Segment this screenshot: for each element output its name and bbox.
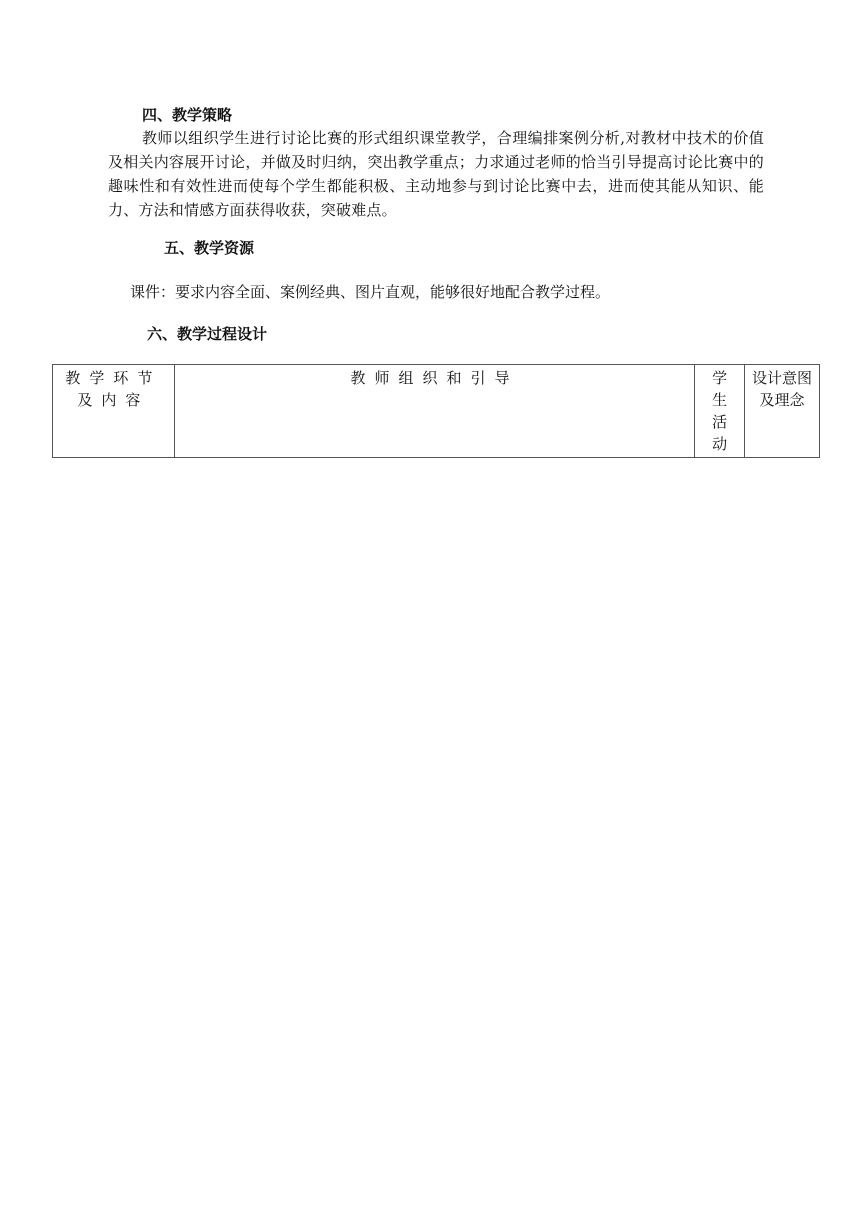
teaching-strategy-paragraph: 教师以组织学生进行讨论比赛的形式组织课堂教学，合理编排案例分析,对教材中技术的价值及相关内容展开讨论，并做及时归纳，突出教学重点；力求通过老师的恰当引导提高讨论比赛中的趣味性和有效性进而使每个学生都能积极、主动地参与到讨论比赛中去，进而使其能从知识、能力、方法和情感方面获得收获，突破难点。 (108, 129, 764, 219)
teaching-resources-text: 课件：要求内容全面、案例经典、图片直观，能够很好地配合教学过程。 (130, 283, 611, 301)
header-design-intent-label: 设计意图及理念 (752, 369, 813, 409)
header-teacher-guidance-label: 教师组织和引导 (350, 369, 519, 387)
section-heading-teaching-process: 六、教学过程设计 (147, 325, 268, 343)
table-header-row (53, 365, 820, 458)
header-cell-design-intent (745, 365, 820, 458)
header-cell-student-activity (695, 365, 745, 458)
header-stage-label: 教学环节及内容 (65, 369, 162, 409)
header-cell-teacher-guidance (174, 365, 694, 458)
header-student-activity-label: 学生活动 (712, 369, 728, 453)
section-heading-teaching-strategy: 四、教学策略 (142, 106, 233, 124)
header-cell-stage (53, 365, 175, 458)
teaching-process-table (52, 364, 820, 458)
section-heading-teaching-resources: 五、教学资源 (164, 239, 255, 257)
